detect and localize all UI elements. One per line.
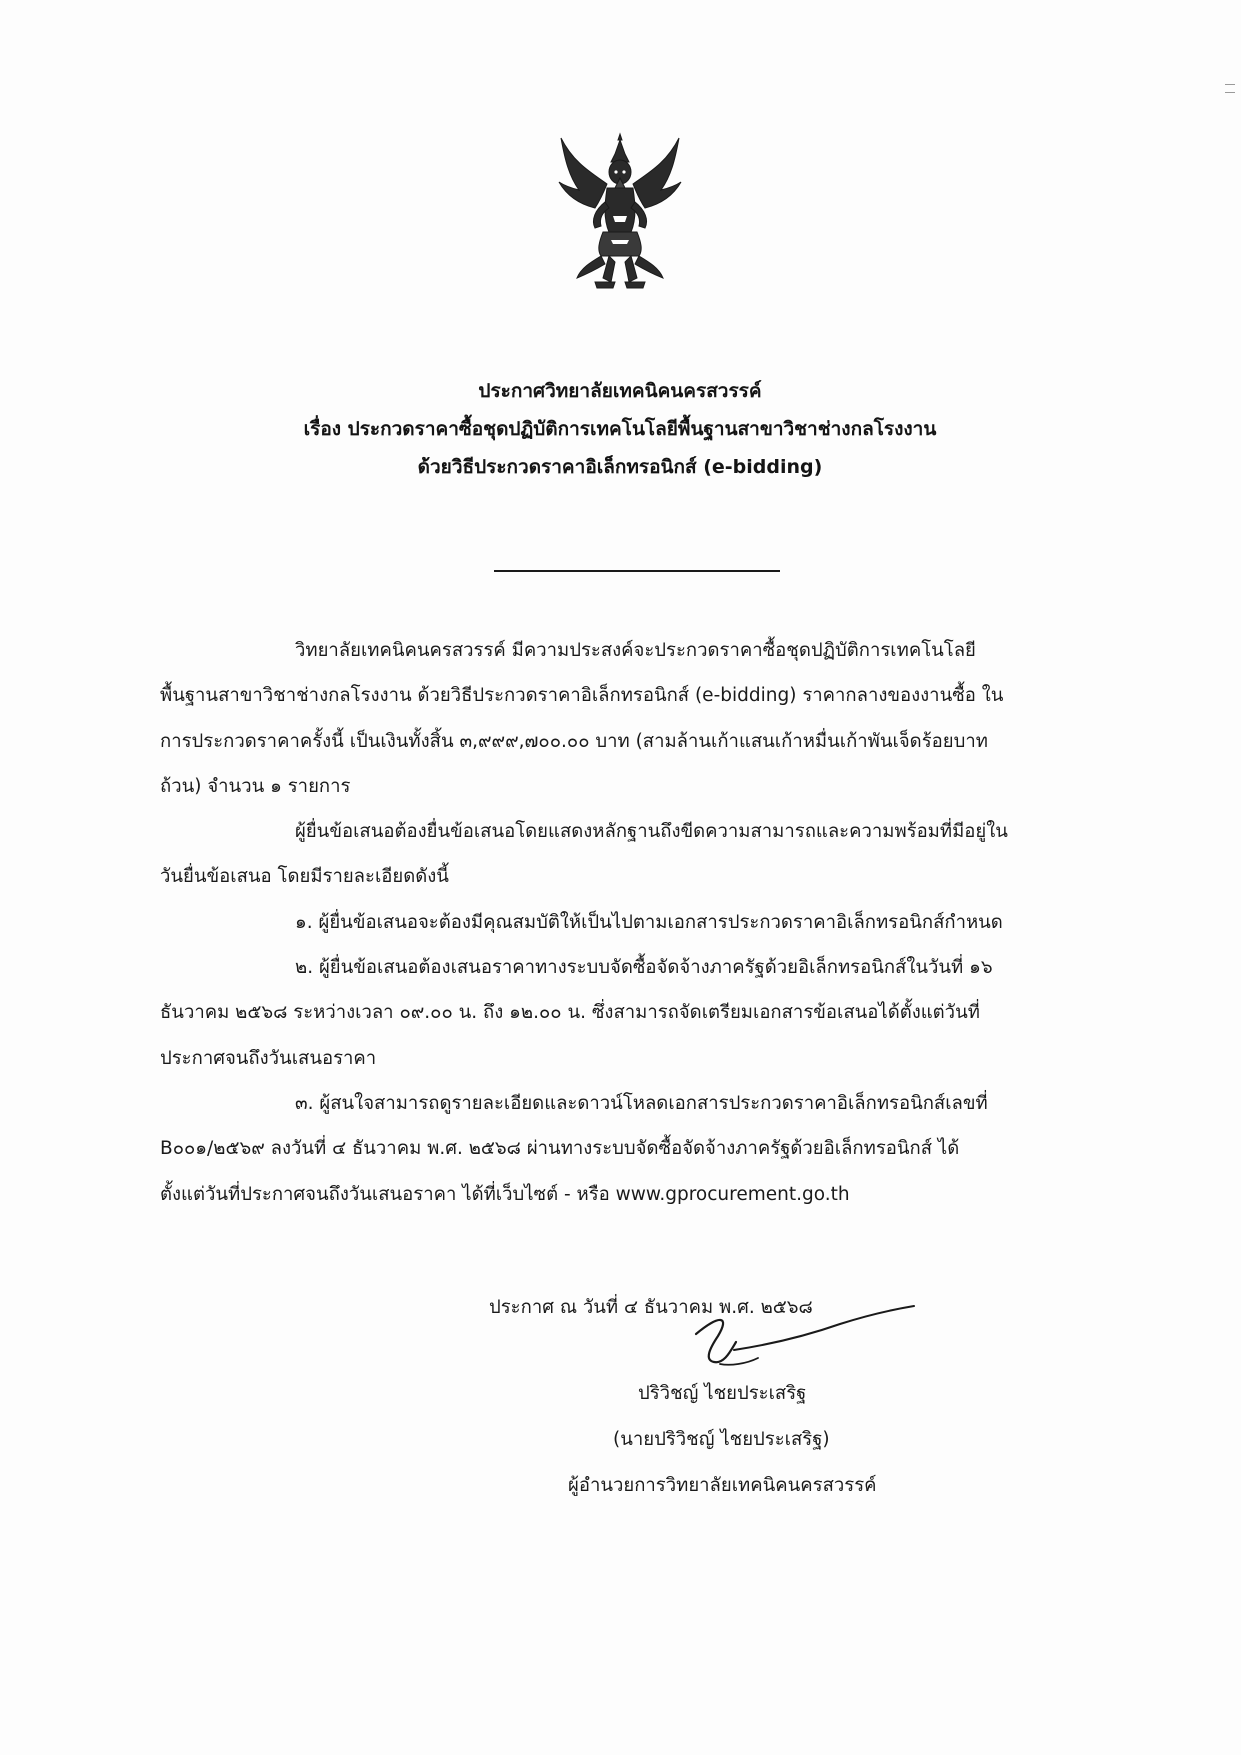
title-method: ด้วยวิธีประกวดราคาอิเล็กทรอนิกส์ (e-bidding)	[417, 456, 823, 478]
scan-edge-mark	[1225, 92, 1235, 93]
scan-edge-mark	[1225, 84, 1235, 85]
paragraph-line: วิทยาลัยเทคนิคนครสวรรค์ มีความประสงค์จะประกวดราคาซื้อชุดปฏิบัติการเทคโนโลยี	[295, 640, 976, 661]
paragraph-line: ผู้ยื่นข้อเสนอต้องยื่นข้อเสนอโดยแสดงหลักฐานถึงขีดความสามารถและความพร้อมที่มีอยู่ใน	[295, 821, 1008, 843]
garuda-emblem-icon	[555, 132, 685, 292]
signer-full-name: (นายปริวิชญ์ ไชยประเสริฐ)	[613, 1429, 830, 1450]
handwritten-signature-icon	[690, 1302, 920, 1382]
paragraph-line: ถ้วน) จำนวน ๑ รายการ	[160, 775, 351, 797]
condition-2: ๒. ผู้ยื่นข้อเสนอต้องเสนอราคาทางระบบจัดซื้อจัดจ้างภาครัฐด้วยอิเล็กทรอนิกส์ในวันที่ ๑๖	[295, 957, 993, 979]
condition-1: ๑. ผู้ยื่นข้อเสนอจะต้องมีคุณสมบัติให้เป็นไปตามเอกสารประกวดราคาอิเล็กทรอนิกส์กำหนด	[295, 911, 1003, 933]
paragraph-line: การประกวดราคาครั้งนี้ เป็นเงินทั้งสิ้น ๓,๙๙๙,๗๐๐.๐๐ บาท (สามล้านเก้าแสนเก้าหมื่นเก้าพันเจ็ดร้อยบาท	[160, 730, 988, 752]
paragraph-line: วันยื่นข้อเสนอ โดยมีรายละเอียดดังนี้	[160, 866, 449, 888]
paragraph-line: ประกาศจนถึงวันเสนอราคา	[160, 1047, 377, 1069]
condition-3: ๓. ผู้สนใจสามารถดูรายละเอียดและดาวน์โหลดเอกสารประกวดราคาอิเล็กทรอนิกส์เลขที่	[295, 1092, 988, 1114]
announcement-date: ประกาศ ณ วันที่ ๔ ธันวาคม พ.ศ. ๒๕๖๘	[489, 1297, 813, 1318]
paragraph-line: ธันวาคม ๒๕๖๘ ระหว่างเวลา ๐๙.๐๐ น. ถึง ๑๒.๐๐ น. ซึ่งสามารถจัดเตรียมเอกสารข้อเสนอได้ตั้งแต่วันที่	[160, 1002, 980, 1024]
signer-position: ผู้อำนวยการวิทยาลัยเทคนิคนครสวรรค์	[568, 1475, 877, 1496]
paragraph-line: B๐๐๑/๒๕๖๙ ลงวันที่ ๔ ธันวาคม พ.ศ. ๒๕๖๘ ผ่านทางระบบจัดซื้อจัดจ้างภาครัฐด้วยอิเล็กทรอนิกส์ ได้	[160, 1138, 960, 1160]
announcement-title	[180, 372, 1060, 486]
paragraph-line: พื้นฐานสาขาวิชาช่างกลโรงงาน ด้วยวิธีประกวดราคาอิเล็กทรอนิกส์ (e-bidding) ราคากลางของงานซื้อ ใน	[160, 685, 1004, 707]
title-divider	[494, 570, 780, 572]
announcement-body	[160, 628, 1100, 1217]
signer-name: ปริวิชญ์ ไชยประเสริฐ	[638, 1383, 807, 1404]
paragraph-line: ตั้งแต่วันที่ประกาศจนถึงวันเสนอราคา ได้ที่เว็บไซต์ - หรือ www.gprocurement.go.th	[160, 1183, 850, 1205]
title-issuer: ประกาศวิทยาลัยเทคนิคนครสวรรค์	[478, 380, 762, 402]
title-subject: เรื่อง ประกวดราคาซื้อชุดปฏิบัติการเทคโนโลยีพื้นฐานสาขาวิชาช่างกลโรงงาน	[303, 418, 937, 440]
